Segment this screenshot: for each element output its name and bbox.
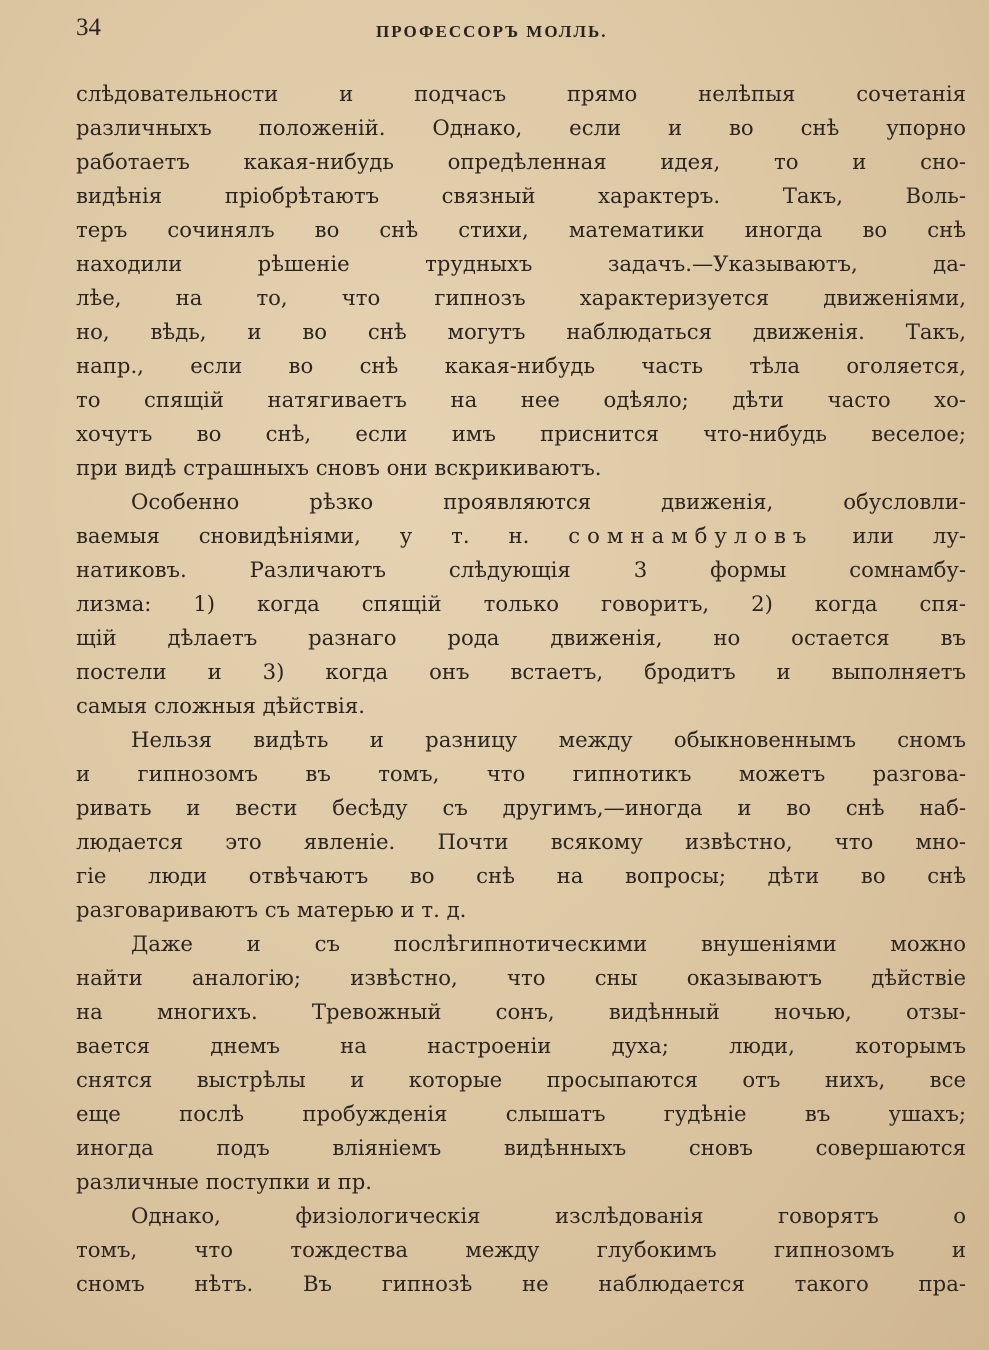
text-line: видѣнія пріобрѣтаютъ связный характеръ. Такъ, Воль-: [76, 183, 966, 208]
text-line: различныхъ положеній. Однако, если и во снѣ упорно: [76, 115, 966, 140]
text-line: лизма: 1) когда спящій только говоритъ, 2) когда спя-: [76, 591, 966, 616]
text-line: но, вѣдь, и во снѣ могутъ наблюдаться движенія. Такъ,: [76, 319, 966, 344]
text-line: Даже и съ послѣгипнотическими внушеніями можно: [131, 931, 966, 956]
paragraph-4: [76, 927, 966, 1199]
text-line: Особенно рѣзко проявляются движенія, обусловли-: [131, 489, 966, 514]
spaced-term: сомнамбуловъ: [568, 523, 814, 548]
text-line: постели и 3) когда онъ встаетъ, бродитъ и выполняетъ: [76, 659, 966, 684]
text-line: вается днемъ на настроеніи духа; люди, которымъ: [76, 1033, 966, 1058]
text-line: и гипнозомъ въ томъ, что гипнотикъ можетъ разгова-: [76, 761, 966, 786]
text-line: иногда подъ вліяніемъ видѣнныхъ сновъ совершаются: [76, 1135, 966, 1160]
text-line: еще послѣ пробужденія слышатъ гудѣніе въ ушахъ;: [76, 1101, 966, 1126]
page-header: [76, 14, 966, 48]
text-line: напр., если во снѣ какая-нибудь часть тѣла оголяется,: [76, 353, 966, 378]
text-line: гіе люди отвѣчаютъ во снѣ на вопросы; дѣти во снѣ: [76, 863, 966, 888]
body-text: [76, 77, 966, 1301]
running-title: ПРОФЕССОРЪ МОЛЛЬ.: [376, 22, 608, 41]
text-line: хочутъ во снѣ, если имъ приснится что-нибудь веселое;: [76, 421, 966, 446]
text-line: теръ сочинялъ во снѣ стихи, математики иногда во снѣ: [76, 217, 966, 242]
text-line: работаетъ какая-нибудь опредѣленная идея, то и сно-: [76, 149, 966, 174]
text-line: Однако, физіологическія изслѣдованія говорятъ о: [131, 1203, 966, 1228]
text-line: ривать и вести бесѣду съ другимъ,—иногда и во снѣ наб-: [76, 795, 966, 820]
text-line: людается это явленіе. Почти всякому извѣстно, что мно-: [76, 829, 966, 854]
text-line: находили рѣшеніе трудныхъ задачъ.—Указываютъ, да-: [76, 251, 966, 276]
paragraph-1: [76, 77, 966, 485]
text-line: найти аналогію; извѣстно, что сны оказываютъ дѣйствіе: [76, 965, 966, 990]
text-line: Нельзя видѣть и разницу между обыкновеннымъ сномъ: [131, 727, 966, 752]
paragraph-5: [76, 1199, 966, 1301]
text-line: слѣдовательности и подчасъ прямо нелѣпыя сочетанія: [76, 81, 966, 106]
text-line: снятся выстрѣлы и которые просыпаются отъ нихъ, все: [76, 1067, 966, 1092]
text-line: при видѣ страшныхъ сновъ они вскрикиваютъ.: [76, 455, 602, 480]
page-number: 34: [76, 14, 101, 41]
paragraph-2: [76, 485, 966, 723]
text-line: лѣе, на то, что гипнозъ характеризуется движеніями,: [76, 285, 966, 310]
text-line: самыя сложныя дѣйствія.: [76, 693, 365, 718]
text-line: различные поступки и пр.: [76, 1169, 373, 1194]
text-line: то спящій натягиваетъ на нее одѣяло; дѣти часто хо-: [76, 387, 966, 412]
text-line: натиковъ. Различаютъ слѣдующія 3 формы сомнамбу-: [76, 557, 966, 582]
text-line: разговариваютъ съ матерью и т. д.: [76, 897, 467, 922]
text-line-with-spaced-term: [76, 519, 966, 553]
text-segment: ваемыя сновидѣніями, у т. н.: [76, 523, 530, 548]
text-line: щій дѣлаетъ разнаго рода движенія, но остается въ: [76, 625, 966, 650]
text-line: томъ, что тождества между глубокимъ гипнозомъ и: [76, 1237, 966, 1262]
text-line: на многихъ. Тревожный сонъ, видѣнный ночью, отзы-: [76, 999, 966, 1024]
text-segment: или лу-: [852, 523, 966, 548]
paragraph-3: [76, 723, 966, 927]
text-line: сномъ нѣтъ. Въ гипнозѣ не наблюдается такого пра-: [76, 1271, 966, 1296]
